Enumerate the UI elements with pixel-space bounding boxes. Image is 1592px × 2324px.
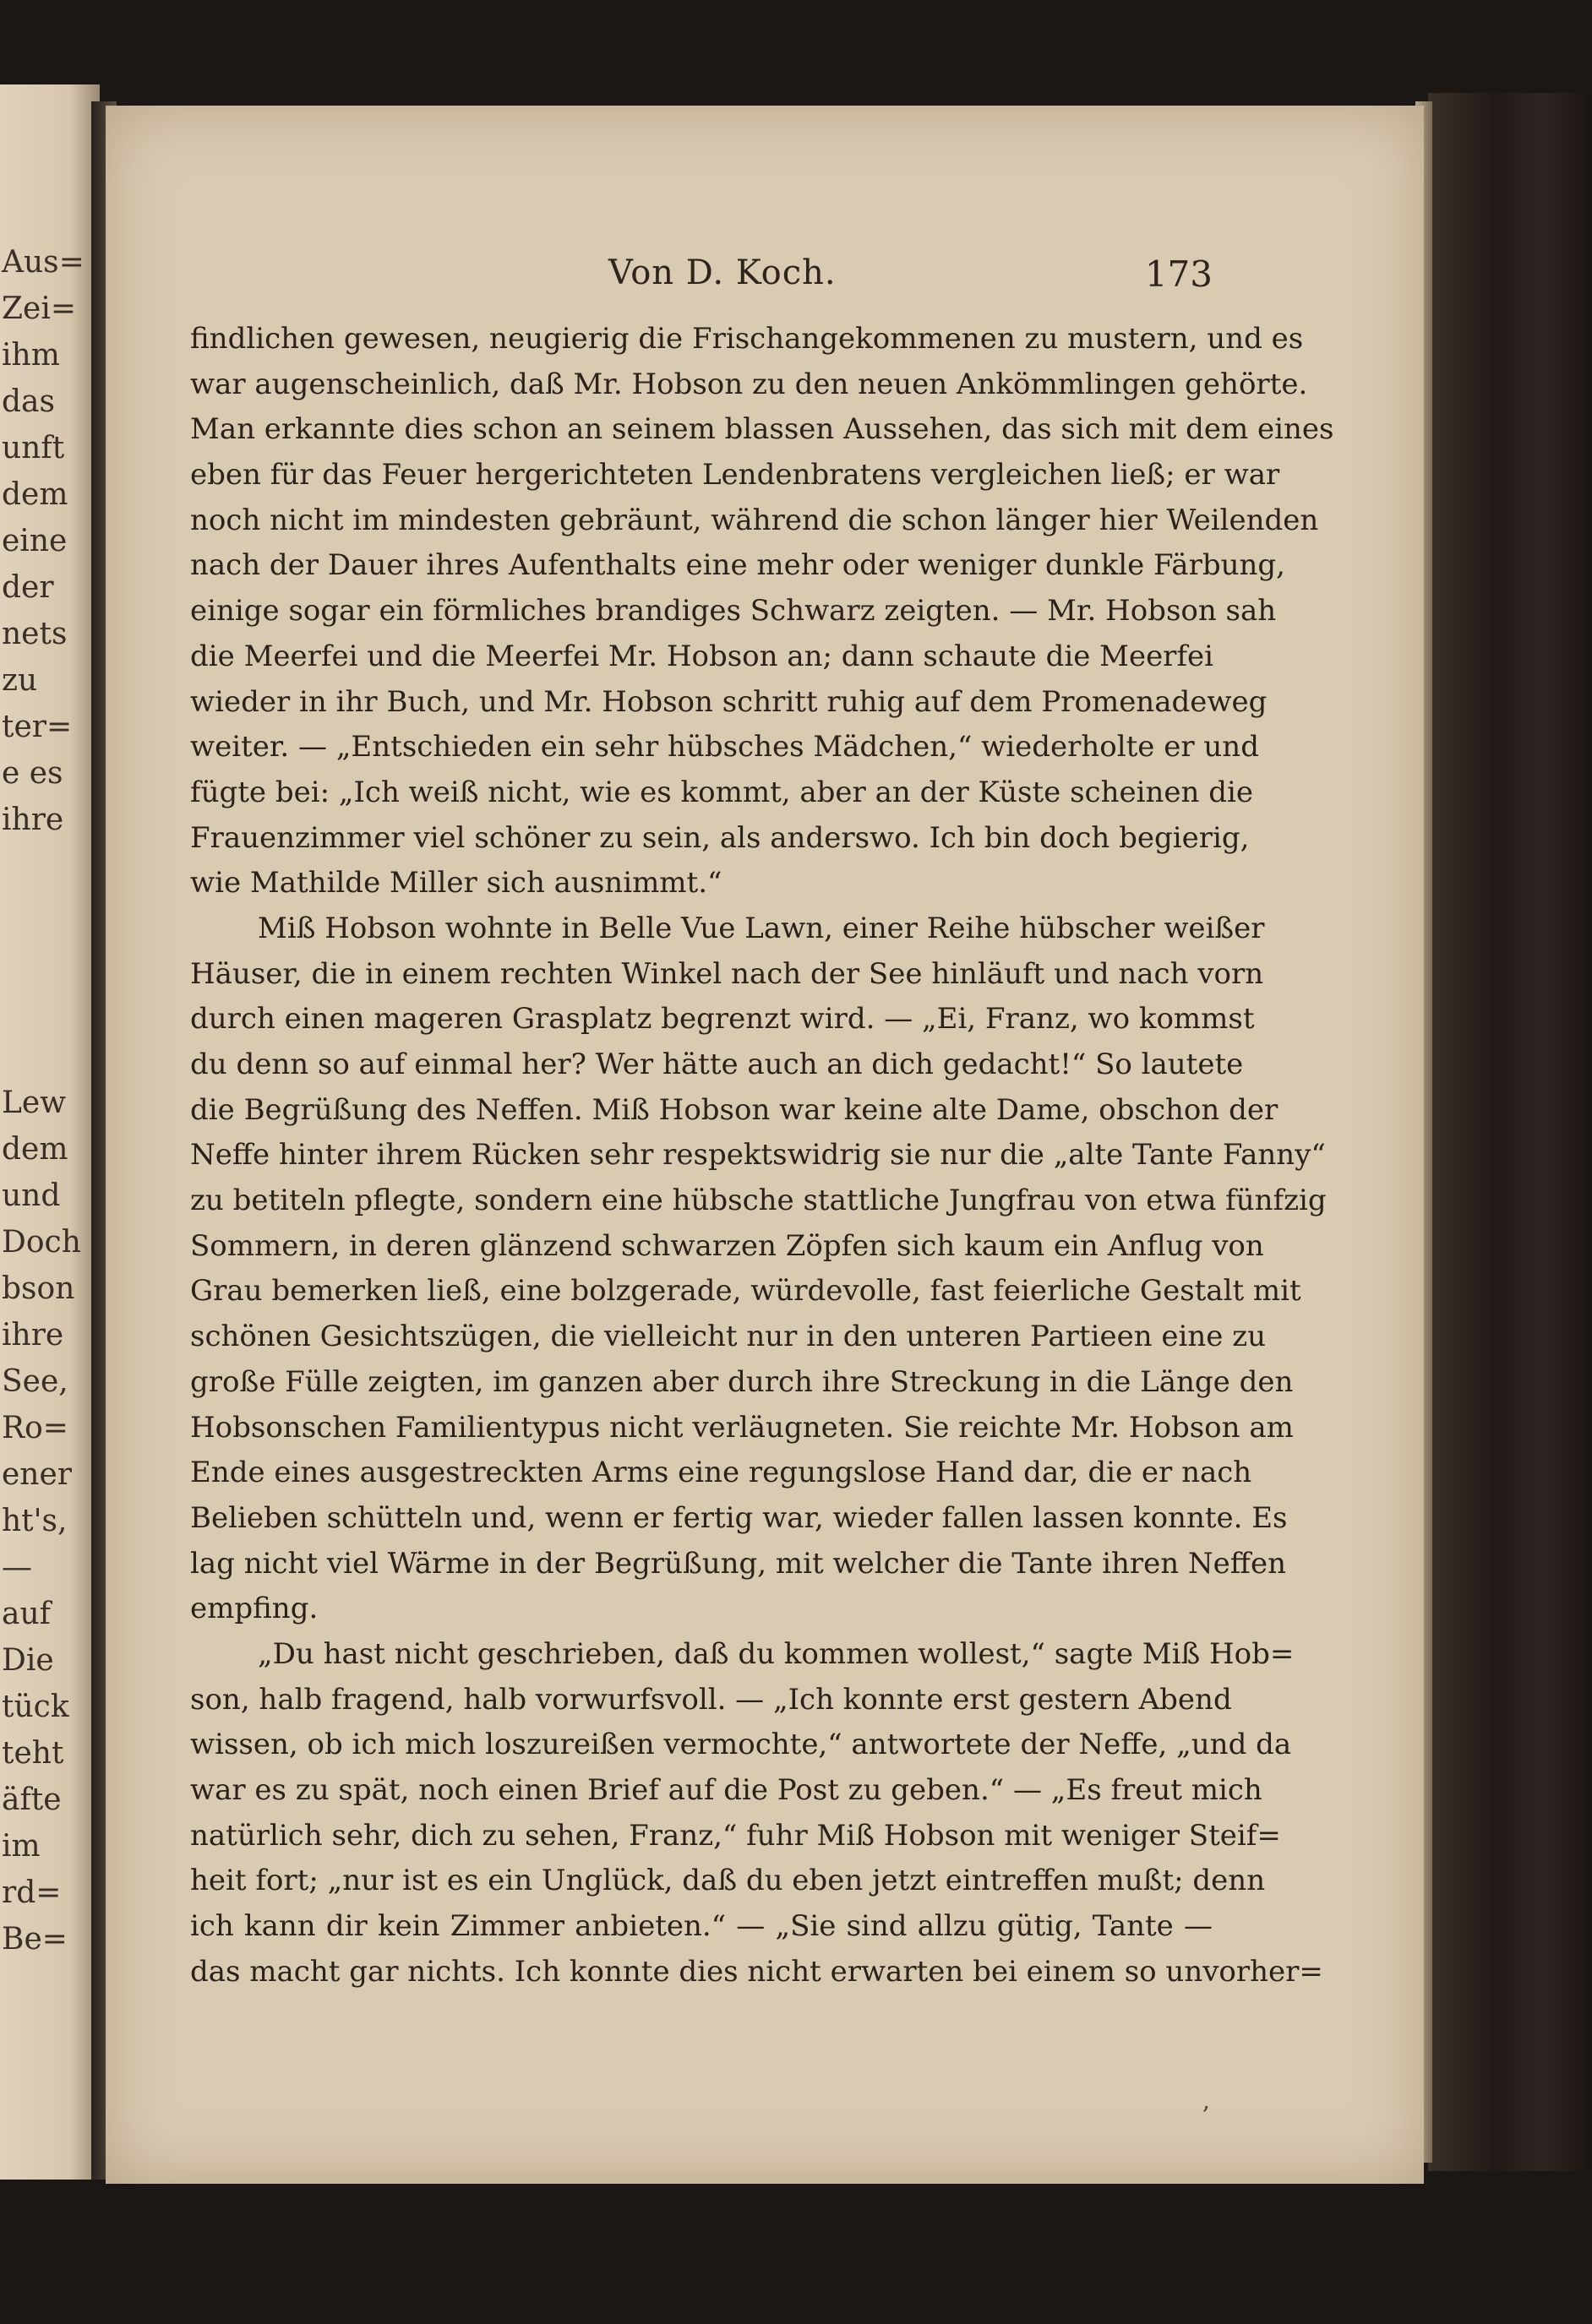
facing-page-fragment: nets <box>2 617 68 651</box>
facing-page-fragment: äfte <box>2 1782 62 1817</box>
text-line: Miß Hobson wohnte in Belle Vue Lawn, einer Reihe hübscher weißer <box>258 911 1265 945</box>
facing-page-fragment: ihm <box>2 338 60 373</box>
facing-page-fragment: unft <box>2 431 65 465</box>
facing-page-fragment: ihre <box>2 1318 64 1352</box>
facing-page-fragment: Aus= <box>2 245 85 280</box>
text-line: empfing. <box>190 1592 319 1626</box>
facing-page-fragment: Lew <box>2 1086 67 1120</box>
text-line: die Begrüßung des Neffen. Miß Hobson war keine alte Dame, obschon der <box>190 1092 1279 1127</box>
text-line: zu betiteln pflegte, sondern eine hübsche stattliche Jungfrau von etwa fünfzig <box>190 1184 1327 1218</box>
text-line: Grau bemerken ließ, eine bolzgerade, würdevolle, fast feierliche Gestalt mit <box>190 1274 1301 1309</box>
page-header <box>106 253 1213 304</box>
text-line: weiter. — „Entschieden ein sehr hübsches Mädchen,“ wiederholte er und <box>190 730 1259 765</box>
facing-page-fragment: Doch <box>2 1225 81 1260</box>
facing-page-fragment: Ro= <box>2 1411 68 1445</box>
text-line: du denn so auf einmal her? Wer hätte auch an dich gedacht!“ So lautete <box>190 1048 1244 1081</box>
facing-page-fragment: im <box>2 1829 41 1864</box>
running-head: Von D. Koch. <box>608 253 837 292</box>
facing-page-fragment: See, <box>2 1364 68 1399</box>
facing-page-fragment: e es <box>2 756 63 791</box>
text-line: son, halb fragend, halb vorwurfsvoll. — „Ich konnte erst gestern Abend <box>190 1682 1232 1717</box>
facing-page-fragment: ihre <box>2 803 64 837</box>
page-number: 173 <box>1144 253 1213 295</box>
text-line: wieder in ihr Buch, und Mr. Hobson schritt ruhig auf dem Promenadeweg <box>190 684 1268 719</box>
text-line: große Fülle zeigten, im ganzen aber durch ihre Streckung in die Länge den <box>190 1364 1294 1399</box>
text-line: die Meerfei und die Meerfei Mr. Hobson an; dann schaute die Meerfei <box>190 639 1214 673</box>
text-line: Häuser, die in einem rechten Winkel nach der See hinläuft und nach vorn <box>190 956 1264 991</box>
facing-page-fragment: der <box>2 570 54 605</box>
facing-page-fragment: zu <box>2 663 38 698</box>
facing-page-fragment: rd= <box>2 1875 62 1910</box>
facing-page-fragment: das <box>2 384 55 419</box>
facing-page-fragment: ener <box>2 1457 73 1492</box>
facing-page-fragment: Zei= <box>2 291 76 326</box>
facing-page-fragment: dem <box>2 1132 68 1167</box>
text-line: natürlich sehr, dich zu sehen, Franz,“ fuhr Miß Hobson mit weniger Steif= <box>190 1818 1281 1853</box>
text-line: nach der Dauer ihres Aufenthalts eine mehr oder weniger dunkle Färbung, <box>190 548 1285 583</box>
facing-page-fragment: eine <box>2 524 68 558</box>
text-line: Man erkannte dies schon an seinem blassen Aussehen, das sich mit dem eines <box>190 412 1334 447</box>
facing-page-fragment: teht <box>2 1736 64 1771</box>
facing-page-fragment: Die <box>2 1643 54 1678</box>
text-line: lag nicht viel Wärme in der Begrüßung, mit welcher die Tante ihren Neffen <box>190 1546 1286 1581</box>
text-line: Ende eines ausgestreckten Arms eine regungslose Hand dar, die er nach <box>190 1456 1252 1490</box>
text-line: findlichen gewesen, neugierig die Frischangekommenen zu mustern, und es <box>190 322 1304 356</box>
text-line: war augenscheinlich, daß Mr. Hobson zu den neuen Ankömmlingen gehörte. <box>190 367 1308 401</box>
text-line: Sommern, in deren glänzend schwarzen Zöpfen sich kaum ein Anflug von <box>190 1228 1264 1263</box>
text-line: heit fort; „nur ist es ein Unglück, daß du eben jetzt eintreffen mußt; denn <box>190 1864 1266 1898</box>
text-line: Neffe hinter ihrem Rücken sehr respektswidrig sie nur die „alte Tante Fanny“ <box>190 1138 1326 1173</box>
book-spine <box>1428 93 1592 2171</box>
facing-page-fragment: tück <box>2 1690 69 1724</box>
facing-page-fragment: und <box>2 1178 61 1213</box>
text-line: „Du hast nicht geschrieben, daß du kommen wollest,“ sagte Miß Hob= <box>258 1636 1295 1671</box>
facing-page-fragment: ht's, <box>2 1504 68 1538</box>
text-line: eben für das Feuer hergerichteten Lendenbratens vergleichen ließ; er war <box>190 458 1280 493</box>
text-line: Belieben schütteln und, wenn er fertig war, wieder fallen lassen konnte. Es <box>190 1500 1288 1535</box>
facing-page-fragment: bson <box>2 1271 75 1306</box>
text-line: noch nicht im mindesten gebräunt, während die schon länger hier Weilenden <box>190 503 1319 537</box>
facing-page-fragment: ter= <box>2 710 73 744</box>
facing-page-fragment: dem <box>2 477 68 512</box>
facing-page-fragment: Be= <box>2 1922 68 1957</box>
text-line: Hobsonschen Familientypus nicht verläugneten. Sie reichte Mr. Hobson am <box>190 1410 1294 1445</box>
printer-mark: , <box>1202 2087 1210 2114</box>
facing-page-edge <box>0 84 100 2180</box>
facing-page-fragment: — <box>2 1550 32 1585</box>
body-text <box>190 317 1334 1995</box>
text-line: Frauenzimmer viel schöner zu sein, als anderswo. Ich bin doch begierig, <box>190 820 1250 855</box>
text-line: war es zu spät, noch einen Brief auf die Post zu geben.“ — „Es freut mich <box>190 1773 1262 1807</box>
text-line: das macht gar nichts. Ich konnte dies nicht erwarten bei einem so unvorher= <box>190 1954 1323 1989</box>
text-line: schönen Gesichtszügen, die vielleicht nur in den unteren Partieen eine zu <box>190 1320 1267 1354</box>
text-line: ich kann dir kein Zimmer anbieten.“ — „Sie sind allzu gütig, Tante — <box>190 1909 1213 1944</box>
text-line: wissen, ob ich mich loszureißen vermochte,“ antwortete der Neffe, „und da <box>190 1728 1292 1762</box>
text-line: wie Mathilde Miller sich ausnimmt.“ <box>190 866 722 901</box>
facing-page-fragment: auf <box>2 1597 51 1631</box>
text-line: fügte bei: „Ich weiß nicht, wie es kommt, aber an der Küste scheinen die <box>190 775 1253 809</box>
text-line: einige sogar ein förmliches brandiges Schwarz zeigten. — Mr. Hobson sah <box>190 594 1277 629</box>
text-line: durch einen mageren Grasplatz begrenzt wird. — „Ei, Franz, wo kommst <box>190 1002 1255 1037</box>
